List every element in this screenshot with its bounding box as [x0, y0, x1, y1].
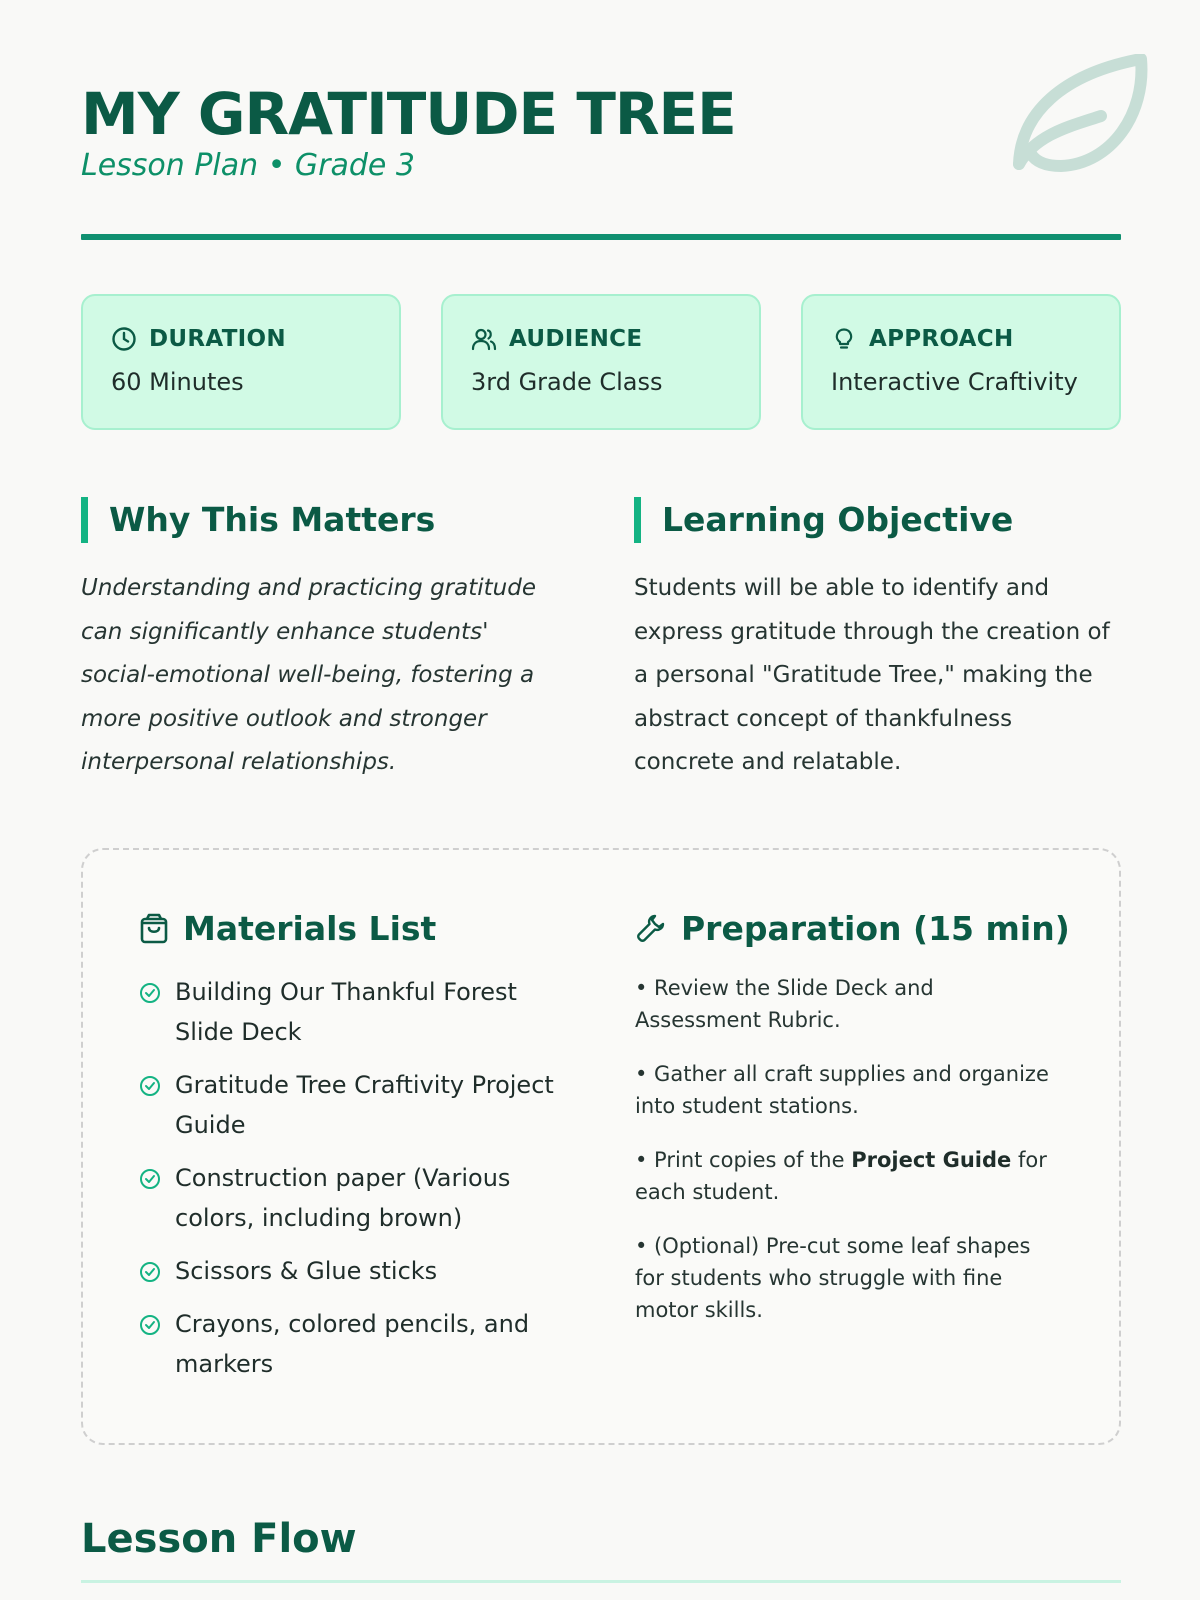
materials-column	[139, 906, 559, 1397]
material-text: Crayons, colored pencils, and markers	[175, 1310, 530, 1378]
list-item	[635, 972, 1065, 1036]
card-duration	[81, 294, 401, 430]
card-value: Interactive Craftivity	[831, 368, 1078, 396]
objective-section	[634, 497, 1114, 785]
materials-heading: Materials List	[183, 908, 437, 948]
list-item	[139, 1158, 559, 1238]
check-circle-icon	[139, 1075, 161, 1097]
info-cards	[81, 294, 1121, 430]
card-value: 3rd Grade Class	[471, 368, 663, 396]
preparation-column	[635, 906, 1070, 1348]
list-item	[139, 1304, 559, 1384]
why-heading: Why This Matters	[81, 497, 561, 543]
wrench-icon	[635, 912, 667, 944]
materials-preparation-box	[81, 848, 1121, 1445]
list-item	[139, 1065, 559, 1145]
objective-text: Students will be able to identify and express gratitude through the creation of a personal "Gratitude Tree," making the abstract concept of thankfulness concrete and relatable.	[634, 575, 1110, 775]
check-circle-icon	[139, 1314, 161, 1336]
card-value: 60 Minutes	[111, 368, 244, 396]
prep-text: for each student.	[635, 1148, 1047, 1204]
card-label: DURATION	[149, 326, 286, 352]
leaf-icon	[991, 54, 1151, 184]
shopping-bag-icon	[139, 912, 169, 944]
users-icon	[471, 326, 497, 352]
lesson-flow-heading: Lesson Flow	[81, 1516, 357, 1562]
check-circle-icon	[139, 1261, 161, 1283]
clock-icon	[111, 326, 137, 352]
why-section	[81, 497, 561, 785]
card-audience	[441, 294, 761, 430]
header-divider	[81, 234, 1121, 240]
lightbulb-icon	[831, 326, 857, 352]
list-item	[139, 972, 559, 1052]
check-circle-icon	[139, 1168, 161, 1190]
page-subtitle: Lesson Plan • Grade 3	[81, 148, 416, 183]
why-text: Understanding and practicing gratitude can significantly enhance students' social-emotional well-being, fostering a more positive outlook and stronger interpersonal relationships.	[81, 575, 536, 775]
prep-text: • Print copies of the	[635, 1148, 852, 1172]
list-item	[635, 1144, 1065, 1208]
material-text: Construction paper (Various colors, including brown)	[175, 1164, 511, 1232]
page-title: MY GRATITUDE TREE	[81, 80, 736, 148]
lesson-flow-divider	[81, 1580, 1121, 1583]
header	[81, 82, 1121, 242]
prep-bold-text: Project Guide	[851, 1148, 1012, 1172]
list-item	[139, 1251, 559, 1291]
preparation-heading: Preparation (15 min)	[681, 908, 1070, 948]
prep-text: • Review the Slide Deck and Assessment Rubric.	[635, 976, 934, 1032]
check-circle-icon	[139, 982, 161, 1004]
list-item	[635, 1230, 1065, 1326]
card-label: APPROACH	[869, 326, 1014, 352]
material-text: Gratitude Tree Craftivity Project Guide	[175, 1071, 554, 1139]
material-text: Building Our Thankful Forest Slide Deck	[175, 978, 517, 1046]
material-text: Scissors & Glue sticks	[175, 1257, 438, 1285]
card-approach	[801, 294, 1121, 430]
prep-text: • Gather all craft supplies and organize into student stations.	[635, 1062, 1049, 1118]
preparation-list	[635, 972, 1065, 1326]
prep-text: • (Optional) Pre-cut some leaf shapes for students who struggle with fine motor skills.	[635, 1234, 1031, 1322]
card-label: AUDIENCE	[509, 326, 643, 352]
list-item	[635, 1058, 1065, 1122]
materials-list	[139, 972, 559, 1384]
objective-heading: Learning Objective	[634, 497, 1114, 543]
lesson-plan-page	[81, 0, 1121, 1600]
